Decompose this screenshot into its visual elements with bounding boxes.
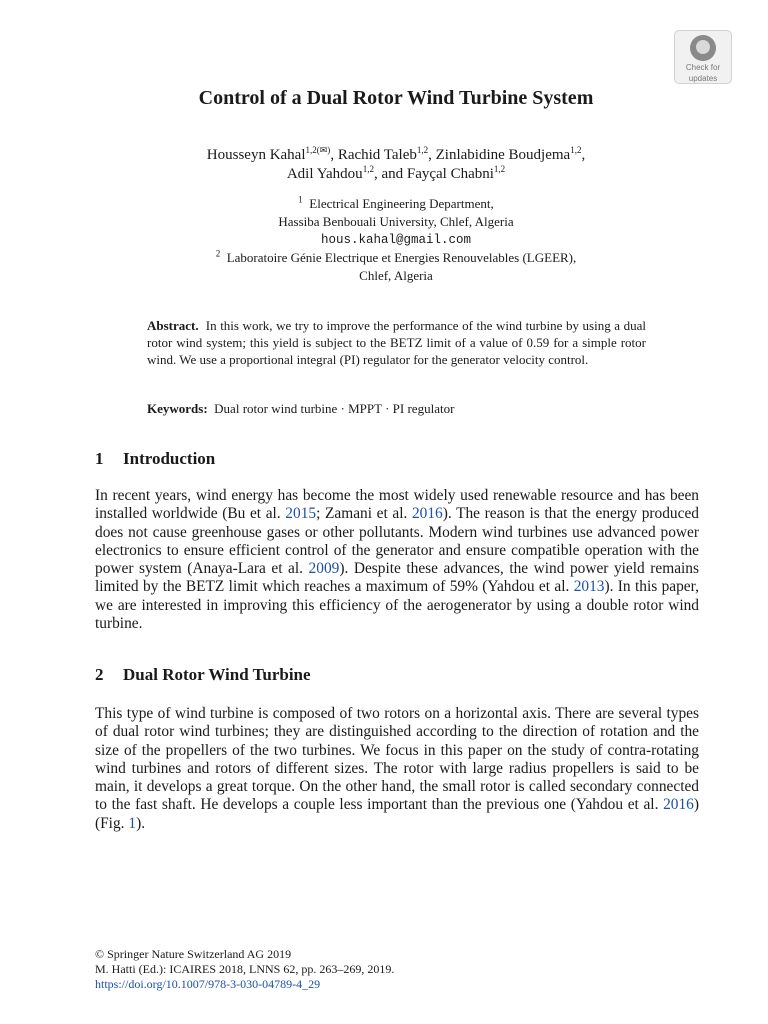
citation-link[interactable]: 2016 (411, 505, 443, 523)
keywords-label: Keywords: (147, 401, 208, 416)
copyright-line: © Springer Nature Switzerland AG 2019 (95, 947, 292, 961)
citation-link[interactable]: 2016 (663, 796, 694, 814)
keywords (147, 400, 646, 417)
affiliations (0, 195, 768, 285)
affiliation-2-line1: $^2$ Laboratoire Génie Electrique et Energies Renouvelables (LGEER), (215, 248, 577, 265)
check-updates-icon (690, 35, 716, 61)
authors (0, 146, 768, 184)
footer (95, 947, 699, 992)
citation-link[interactable]: 2015 (285, 505, 317, 523)
authors-line1: Housseyn Kahal$^{1,2(✉)}$, Rachid Taleb$^{1,2}$, Zinlabidine Boudjema$^{1,2}$, (206, 145, 586, 163)
section-1-paragraph: In recent years, wind energy has become the most widely used renewable resource and has been installed worldwide (Bu et al. 2015; Zamani et al. 2016). The reason is that the energy produced does not cause greenhouse gases or other pollutants. Modern wind turbines use advanced power electronics to ensure efficient control of the generator and ensure compatible operation with the power system (Anaya-Lara et al. 2009). Despite these advances, the wind power yield remains limited by the BETZ limit which reaches a maximum of 59% (Yahdou et al. 2013). In this paper, we are interested in improving this efficiency of the aerogenerator by using a double rotor wind turbine. (95, 487, 699, 633)
section-2-paragraph: This type of wind turbine is composed of two rotors on a horizontal axis. There are several types of dual rotor wind turbines; they are distinguished according to the direction of rotation and the size of the propellers of the two turbines. We focus in this paper on the study of contra-rotating wind turbines and rotors of different sizes. The rotor with large radius propellers is said to be main, it develops a great torque. On the other hand, the small rotor is called secondary connected to the fast shaft. He develops a couple less important than the previous one (Yahdou et al. 2016) (Fig. 1). (95, 705, 699, 832)
citation-link[interactable]: 2009 (308, 560, 340, 578)
affiliation-1-line2: Hassiba Benbouali University, Chlef, Algeria (278, 214, 514, 229)
author-email[interactable]: hous.kahal@gmail.com (320, 233, 472, 247)
check-for-updates-badge[interactable] (674, 30, 732, 84)
abstract-label: Abstract. (147, 318, 199, 333)
affiliation-1-line1: $^1$ Electrical Engineering Department, (298, 194, 494, 211)
keywords-text: Dual rotor wind turbine · MPPT · PI regulator (214, 401, 455, 416)
abstract (147, 317, 646, 368)
figure-link[interactable]: 1 (128, 814, 137, 832)
section-2-heading: 2 Dual Rotor Wind Turbine (95, 665, 311, 684)
badge-line2: updates (688, 74, 718, 83)
doi-link[interactable]: https://doi.org/10.1007/978-3-030-04789-4_29 (95, 977, 321, 991)
paper-title: Control of a Dual Rotor Wind Turbine System (198, 87, 594, 109)
citation-link[interactable]: 2013 (573, 578, 605, 596)
publication-info: M. Hatti (Ed.): ICAIRES 2018, LNNS 62, pp. 263–269, 2019. (95, 962, 395, 976)
abstract-text: In this work, we try to improve the performance of the wind turbine by using a dual rotor wind system; this yield is subject to the BETZ limit of a value of 0.59 for a simple rotor wind. We use a proportional integral (PI) regulator for the generator velocity control. (147, 318, 647, 367)
badge-line1: Check for (685, 63, 721, 72)
authors-line2: Adil Yahdou$^{1,2}$, and Fayçal Chabni$^{1,2}$ (286, 164, 506, 182)
section-1-heading: 1 Introduction (95, 449, 216, 468)
affiliation-2-line2: Chlef, Algeria (359, 268, 433, 283)
